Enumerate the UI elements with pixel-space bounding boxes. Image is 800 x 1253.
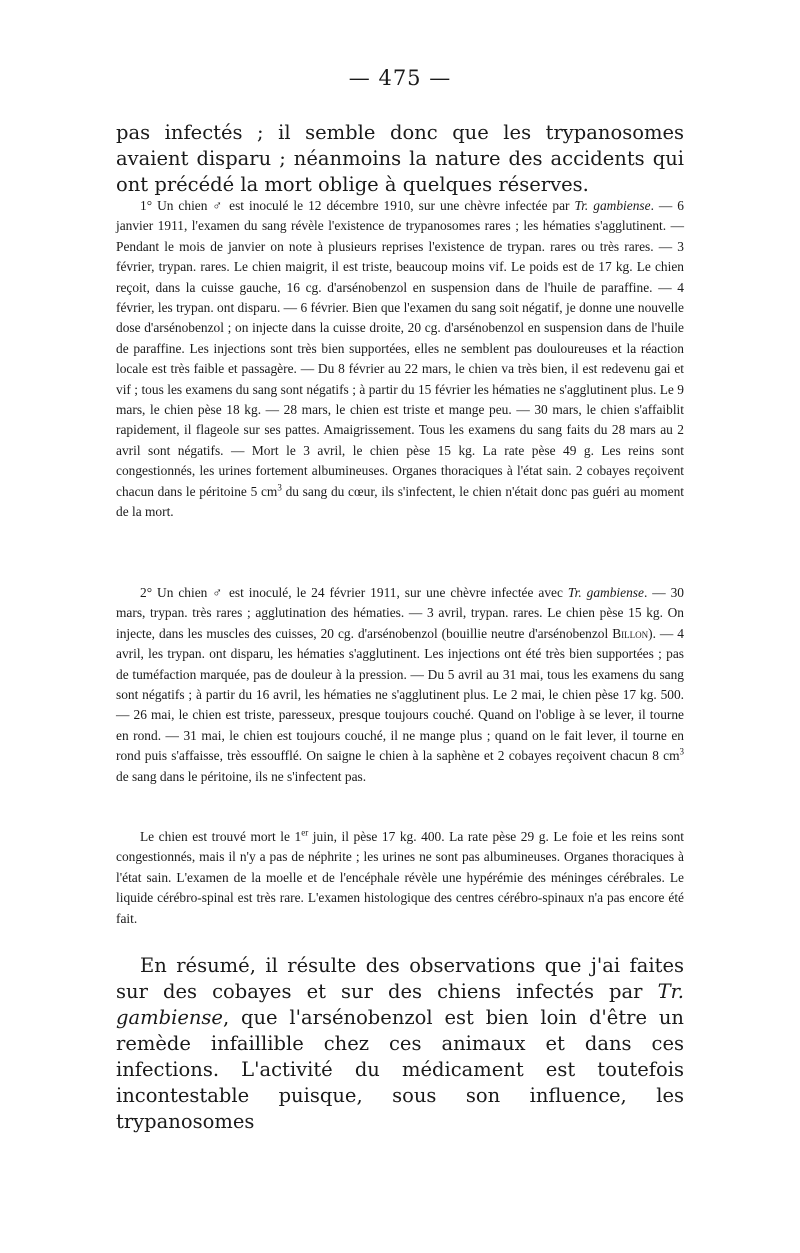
superscript: 3 bbox=[679, 746, 684, 757]
species-name: Tr. gambiense bbox=[567, 585, 644, 600]
observation-text: . — 6 janvier 1911, l'examen du sang révèle l'existence de trypanosomes rares ; les hématies s'agglutinent. — Pendant le mois de janvier on note à plusieurs reprises l'existence de trypan. rares ou très rares. — 3 février, trypan. rares. Le chien maigrit, il est triste, beaucoup moins vif. Le poids est de 17 kg. Le chien reçoit, dans la cuisse gauche, 16 cg. d'arsénobenzol en suspension dans de l'huile de paraffine. — 4 février, les trypan. ont disparu. — 6 février. Bien que l'examen du sang soit négatif, je donne une nouvelle dose d'arsénobenzol ; on injecte dans la cuisse droite, 20 cg. d'arsénobenzol en suspension dans de l'huile de paraffine. Les injections sont très bien supportées, elles ne semblent pas douloureuses et la réaction locale est très faible et passagère. — Du 8 février au 22 mars, le chien va très bien, il est redevenu gai et vif ; tous les examens du sang sont négatifs ; à partir du 15 février les hématies ne s'agglutinent plus. Le 9 mars, le chien pèse 18 kg. — 28 mars, le chien est triste et mange peu. — 30 mars, le chien s'affaiblit rapidement, il flageole sur ses pattes. Amaigrissement. Tous les examens du sang faits du 28 mars au 2 avril sont négatifs. — Mort le 3 avril, le chien pèse 15 kg. La rate pèse 49 g. Les reins sont congestionnés, les urines fortement albumineuses. Organes thoraciques à l'état sain. 2 cobayes reçoivent chacun dans le péritoine 5 cm bbox=[116, 198, 684, 499]
species-name: Tr. gambiense bbox=[574, 198, 651, 213]
observation-text: Le chien est trouvé mort le 1 bbox=[140, 829, 302, 844]
observation-text: du sang du cœur, ils s'infectent, le chien n'était donc pas guéri au moment de la mort. bbox=[116, 483, 684, 520]
conclusion-paragraph bbox=[116, 953, 684, 1135]
observation-text: ). — 4 avril, les trypan. ont disparu, les hématies s'agglutinent. Les injections ont été très bien supportées ; pas de tuméfaction marquée, pas de douleur à la pression. — Du 5 avril au 31 mai, tous les examens du sang sont négatifs ; à partir du 16 avril, les hématies ne s'agglutinent plus. Le 2 mai, le chien pèse 17 kg. 500. — 26 mai, le chien est triste, paresseux, presque toujours couché. Quand on l'oblige à se lever, il tourne en rond. — 31 mai, le chien est toujours couché, il ne mange plus ; quand on le fait lever, il tourne en rond puis s'affaisse, très essoufflé. On saigne le chien à la saphène et 2 cobayes reçoivent chacun 8 cm bbox=[116, 625, 684, 764]
observation-text: de sang dans le péritoine, ils ne s'infectent pas. bbox=[116, 768, 367, 784]
observation-text: juin, il pèse 17 kg. 400. La rate pèse 29 g. Le foie et les reins sont congestionnés, mais il n'y a pas de néphrite ; les urines ne sont pas albumineuses. Organes thoraciques à l'état sain. L'examen de la moelle et de l'encéphale révèle une hypérémie des méninges cérébrales. Le liquide cérébro-spinal est très rare. L'examen histologique des centres cérébro-spinaux n'a pas encore été fait. bbox=[116, 829, 684, 926]
superscript: 3 bbox=[277, 482, 282, 493]
observation-text: Un chien ♂ est inoculé le 12 décembre 1910, sur une chèvre infectée par bbox=[152, 198, 575, 213]
observation-2 bbox=[116, 583, 684, 787]
author-name: Billon bbox=[612, 625, 649, 641]
observation-text: . — 30 mars, trypan. très rares ; agglutination des hématies. — 3 avril, trypan. rares. Le chien pèse 15 kg. On injecte, dans les muscles des cuisses, 20 cg. d'arsénobenzol (bouillie neutre d'arsénobenzol bbox=[116, 585, 685, 641]
observation-3 bbox=[116, 827, 684, 929]
observation-text: Un chien ♂ est inoculé, le 24 février 1911, sur une chèvre infectée avec bbox=[152, 585, 568, 600]
species-name: Tr. gambiense bbox=[116, 980, 684, 1029]
conclusion-text: , que l'arsénobenzol est bien loin d'être un remède infaillible chez ces animaux et dans ces infections. L'activité du médicament est toutefois incontestable puisque, sous son influence, les trypanosomes bbox=[116, 1006, 684, 1133]
lead-paragraph: pas infectés ; il semble donc que les trypanosomes avaient disparu ; néanmoins la nature des accidents qui ont précédé la mort oblige à quelques réserves. bbox=[116, 121, 684, 196]
page-number: — 475 — bbox=[348, 66, 452, 90]
observation-number: 1° bbox=[140, 198, 153, 213]
observation-number: 2° bbox=[140, 585, 153, 600]
superscript: er bbox=[301, 827, 309, 838]
observation-1 bbox=[116, 196, 684, 523]
conclusion-text: En résumé, il résulte des observations que j'ai faites sur des cobayes et sur des chiens infectés par bbox=[116, 954, 684, 1003]
